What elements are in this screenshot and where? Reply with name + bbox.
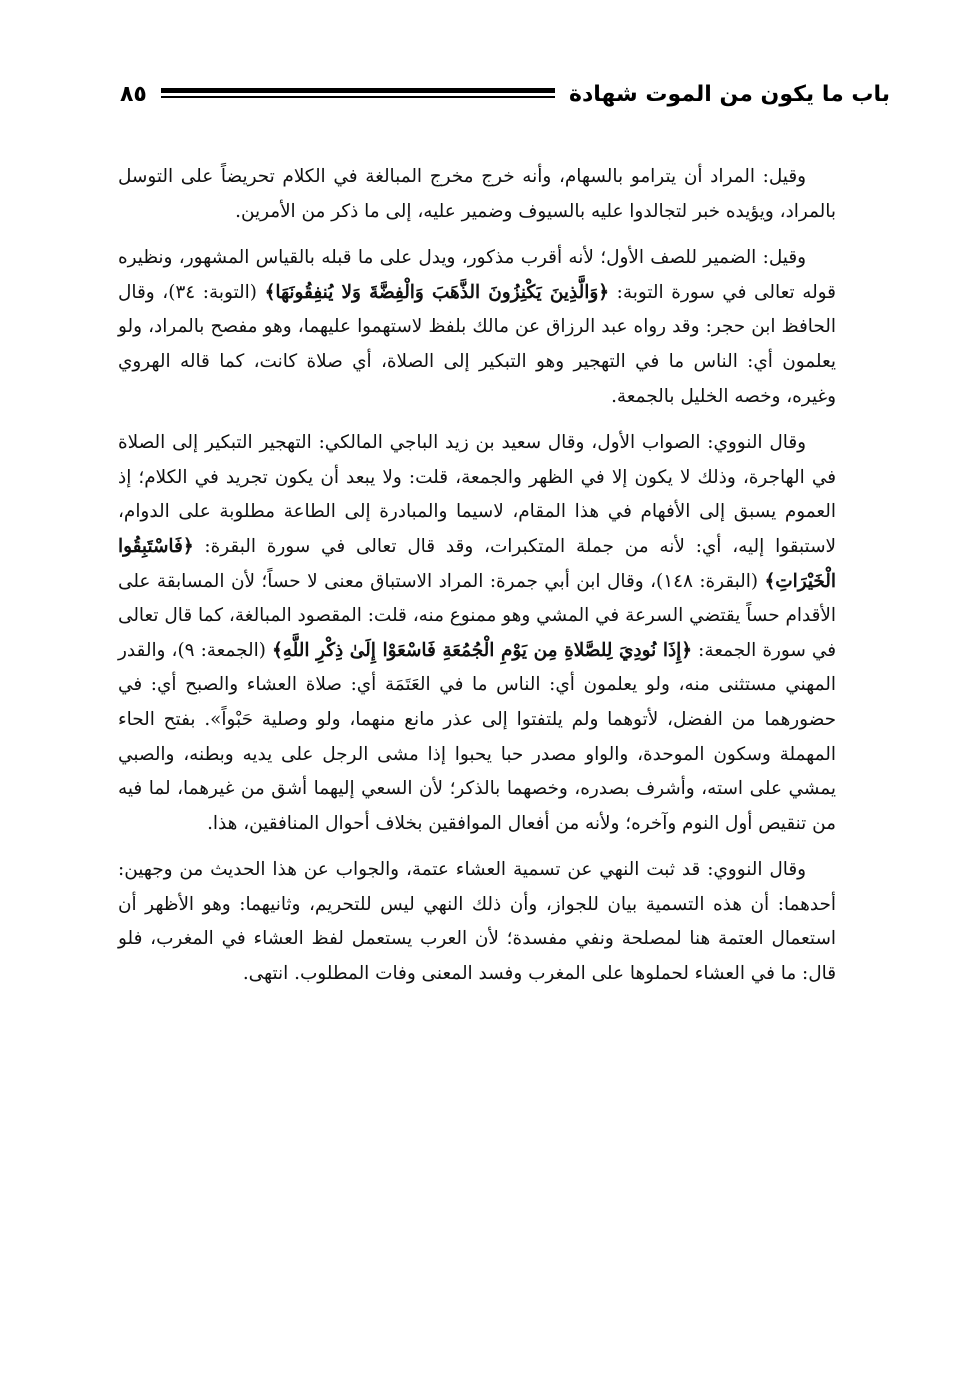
paragraph-4 (118, 853, 836, 991)
quran-verse: ﴿وَالَّذِينَ يَكْنِزُونَ الذَّهَبَ وَالْفِضَّةَ وَلا يُنفِقُونَهَا﴾ (264, 281, 609, 303)
paragraph-3 (118, 426, 836, 841)
paragraph-text: (البقرة: ١٤٨)، وقال ابن أبي جمرة: المراد الاستباق معنى لا حساً؛ لأن المسابقة على الأقدام حساً يقتضي السرعة في المشي وهو ممنوع منه، قلت: المقصود المبالغة، كما قال تعالى في سورة الجمعة: (118, 570, 836, 661)
paragraph-1 (118, 160, 836, 229)
paragraph-2 (118, 241, 836, 414)
page-number: ٨٥ (120, 81, 147, 107)
paragraph-text: وقال النووي: قد ثبت النهي عن تسمية العشاء عتمة، والجواب عن هذا الحديث من وجهين: أحدهما: أن هذه التسمية بيان للجواز، وأن ذلك النهي ليس للتحريم، وثانيهما: وهو الأظهر أن استعمال العتمة هنا لمصلحة ونفي مفسدة؛ لأن العرب يستعمل لفظ العشاء في المغرب، فلو قال: ما في العشاء لحملوها على المغرب وفسد المعنى وفات المطلوب. انتهى. (118, 859, 836, 985)
paragraph-text: وقال النووي: الصواب الأول، وقال سعيد بن زيد الباجي المالكي: التهجير التبكير إلى الصلاة في الهاجرة، وذلك لا يكون إلا في الظهر والجمعة، قلت: ولا يبعد أن يكون تجريد في الكلام؛ إذ العموم يسبق إلى الأفهام في هذا المقام، لاسيما والمبادرة إلى الطاعة مطلوبة على الدوام، لاستبقوا إليه، أي: لأنه من جملة المتكبرات، وقد قال تعالى في سورة البقرة: (118, 432, 836, 557)
page-header (120, 76, 890, 112)
quran-verse: ﴿فَاسْتَبِقُوا الْخَيْرَاتِ﴾ (118, 535, 836, 592)
body-text (118, 160, 836, 1004)
running-title: باب ما يكون من الموت شهادة (569, 81, 890, 107)
header-rule (161, 88, 555, 100)
paragraph-text: وقيل: المراد أن يترامو بالسهام، وأنه خرج مخرج المبالغة في الكلام تحريضاً على التوسل بالمراد، ويؤيده خبر لتجالدوا عليه بالسيوف وضمير عليه، إلى ما ذكر من الأمرين. (118, 166, 836, 222)
quran-verse: ﴿إِذَا نُودِيَ لِلصَّلاةِ مِن يَوْمِ الْجُمُعَةِ فَاسْعَوْا إِلَىٰ ذِكْرِ اللَّهِ﴾ (272, 639, 693, 661)
paragraph-text: (التوبة: ٣٤)، وقال الحافظ ابن حجر: وقد رواه عبد الرزاق عن مالك بلفظ لاستهموا عليهما، وهو مفصح بالمراد، ولو يعلمون أي: الناس ما في التهجير وهو التبكير إلى الصلاة، أي صلاة كانت، كما قاله الهروي وغيره، وخصه الخليل بالجمعة. (118, 281, 836, 407)
paragraph-text: وقيل: الضمير للصف الأول؛ لأنه أقرب مذكور، ويدل على ما قبله بالقياس المشهور، ونظيره قوله تعالى في سورة التوبة: (118, 247, 836, 303)
paragraph-text: (الجمعة: ٩)، والقدر المهني مستثنى منه، ولو يعلمون أي: الناس ما في العَتَمَة أي: صلاة العشاء والصبح أي: في حضورهما من الفضل، لأتوهما ولم يلتفتوا إلى عذر مانع منهما، ولو وصلية حَبْواً». بفتح الحاء المهملة وسكون الموحدة، والواو مصدر حبا يحبوا إذا مشى الرجل على يديه وبطنه، والصبي يمشي على استه، وأشرف بصدره، وخصهما بالذكر؛ لأن السعي إليهما أشق من غيرهما، لما فيه من تنقيص أول النوم وآخره؛ ولأنه من أفعال الموافقين بخلاف أحوال المنافقين، هذا. (118, 639, 836, 834)
